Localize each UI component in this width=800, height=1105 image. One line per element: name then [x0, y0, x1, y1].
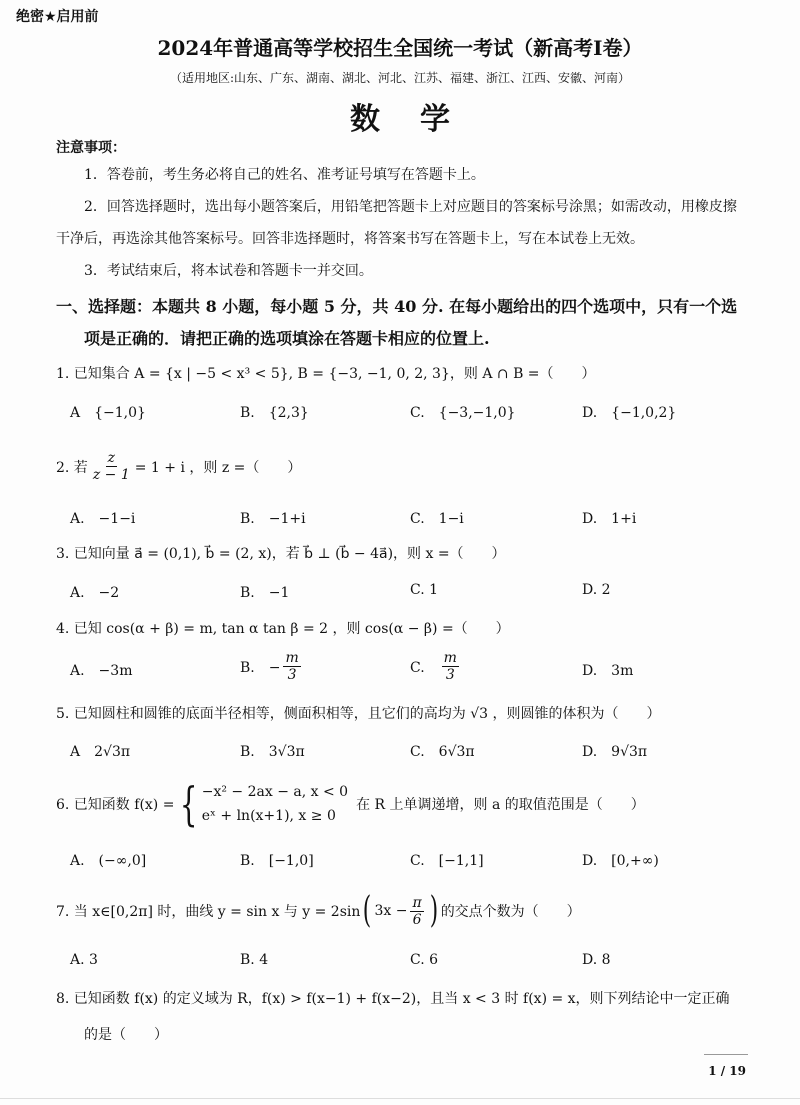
q2-option-c: C. 1−i — [410, 511, 464, 527]
q6-option-c: C. [−1,1] — [410, 853, 484, 869]
left-brace-icon: { — [180, 777, 198, 831]
q4-option-c-fraction — [442, 650, 459, 683]
q1-option-c: C. {−3,−1,0} — [410, 405, 516, 421]
q6-option-a: A. (−∞,0] — [70, 853, 147, 869]
section-heading-line2: 项是正确的．请把正确的选项填涂在答题卡相应的位置上. — [84, 329, 490, 348]
q7-inner-left: 3x − — [374, 903, 408, 919]
question-4-stem: 4. 已知 cos(α + β) = m, tan α tan β = 2 ，则 cos(α − β) =（ ） — [56, 621, 510, 637]
q4-option-a: A. −3m — [70, 663, 133, 679]
q2-option-a: A. −1−i — [70, 511, 136, 527]
q2-fraction-num: z — [107, 450, 115, 466]
q4-option-b-den: 3 — [287, 667, 297, 683]
note-item-2-cont: 干净后，再选涂其他答案标号。回答非选择题时，将答案书写在答题卡上，写在本试卷上无效。 — [56, 231, 644, 247]
q2-fraction-den: z − 1 — [92, 467, 130, 483]
q5-option-b: B. 3√3π — [240, 744, 305, 760]
page-number-rule — [704, 1054, 748, 1055]
left-paren-icon: ( — [363, 890, 372, 931]
section-heading-line1: 一、选择题：本题共 8 小题，每小题 5 分，共 40 分. 在每小题给出的四个选项中，只有一个选 — [56, 297, 738, 316]
q7-prefix: 7. 当 x∈[0,2π] 时，曲线 y = sin x 与 y = 2sin — [56, 904, 361, 920]
question-1-stem: 1. 已知集合 A = {x | −5 < x³ < 5}, B = {−3, −1, 0, 2, 3}，则 A ∩ B =（ ） — [56, 366, 596, 382]
q4-option-b — [240, 650, 304, 683]
q3-option-d: D. 2 — [582, 582, 611, 598]
page-number: 1 / 19 — [708, 1064, 746, 1078]
confidential-label: 绝密★启用前 — [16, 9, 99, 25]
q6-option-b: B. [−1,0] — [240, 853, 314, 869]
q5-option-c: C. 6√3π — [410, 744, 475, 760]
question-3-stem: 3. 已知向量 a⃗ = (0,1), b⃗ = (2, x)，若 b⃗ ⊥ (b⃗ − 4a⃗)，则 x =（ ） — [56, 546, 506, 562]
subject-title: 数学 — [350, 102, 490, 137]
q4-option-b-num: m — [285, 650, 299, 666]
question-5-stem: 5. 已知圆柱和圆锥的底面半径相等，侧面积相等，且它们的高均为 √3 ，则圆锥的体积为（ ） — [56, 706, 661, 722]
note-item-2: 2．回答选择题时，选出每小题答案后，用铅笔把答题卡上对应题目的答案标号涂黑；如需改动，用橡皮擦 — [84, 199, 737, 215]
q3-option-a: A. −2 — [70, 585, 120, 601]
q7-fraction-den: 6 — [412, 911, 422, 928]
q2-option-b: B. −1+i — [240, 511, 306, 527]
question-8-line2: 的是（ ） — [84, 1027, 168, 1043]
q3-option-b: B. −1 — [240, 585, 290, 601]
q6-prefix: 6. 已知函数 f(x) = — [56, 797, 175, 813]
q6-piecewise — [174, 777, 349, 831]
q4-option-b-fraction — [283, 650, 300, 683]
q4-option-b-label: B. − — [240, 659, 281, 676]
q2-suffix: = 1 + i ，则 z =（ ） — [134, 459, 302, 476]
note-item-3: 3．考试结束后，将本试卷和答题卡一并交回。 — [84, 263, 373, 279]
q5-option-d: D. 9√3π — [582, 744, 648, 760]
exam-title: 2024年普通高等学校招生全国统一考试（新高考Ⅰ卷） — [157, 36, 643, 60]
q6-case-2: eˣ + ln(x+1), x ≥ 0 — [201, 808, 336, 824]
question-6-stem — [56, 777, 645, 831]
q6-case-1: −x² − 2ax − a, x < 0 — [201, 784, 349, 800]
q7-option-b: B. 4 — [240, 952, 269, 968]
bottom-divider — [0, 1098, 800, 1099]
question-7-stem — [56, 890, 581, 931]
q5-option-a: A 2√3π — [70, 744, 131, 760]
question-8-line1: 8. 已知函数 f(x) 的定义域为 R，f(x) > f(x−1) + f(x−2)，且当 x < 3 时 f(x) = x，则下列结论中一定正确 — [56, 991, 730, 1007]
q1-option-d: D. {−1,0,2} — [582, 405, 677, 421]
q4-option-d: D. 3m — [582, 663, 634, 679]
q4-option-c — [410, 650, 462, 683]
notes-heading: 注意事项： — [56, 140, 126, 156]
applicable-regions: （适用地区:山东、广东、湖南、湖北、河北、江苏、福建、浙江、江西、安徽、河南） — [169, 71, 631, 85]
q1-option-a: A {−1,0} — [70, 405, 146, 421]
q2-prefix: 2. 若 — [56, 459, 88, 476]
q7-option-d: D. 8 — [582, 952, 611, 968]
q3-option-c: C. 1 — [410, 582, 439, 598]
q7-option-a: A. 3 — [70, 952, 98, 968]
q6-option-d: D. [0,+∞) — [582, 853, 659, 869]
q7-option-c: C. 6 — [410, 952, 439, 968]
q4-option-c-den: 3 — [445, 667, 455, 683]
q7-fraction — [410, 895, 423, 928]
question-2-stem — [56, 450, 301, 483]
q2-option-d: D. 1+i — [582, 511, 637, 527]
q1-option-b: B. {2,3} — [240, 405, 309, 421]
q7-suffix: 的交点个数为（ ） — [440, 904, 581, 920]
q7-fraction-num: π — [412, 894, 422, 911]
q2-fraction — [91, 450, 132, 483]
q4-option-c-label: C. — [410, 659, 439, 676]
note-item-1: 1．答卷前，考生务必将自己的姓名、准考证号填写在答题卡上。 — [84, 167, 485, 183]
q6-suffix: 在 R 上单调递增，则 a 的取值范围是（ ） — [356, 797, 645, 813]
right-paren-icon: ) — [429, 890, 438, 931]
q4-option-c-num: m — [443, 650, 457, 666]
